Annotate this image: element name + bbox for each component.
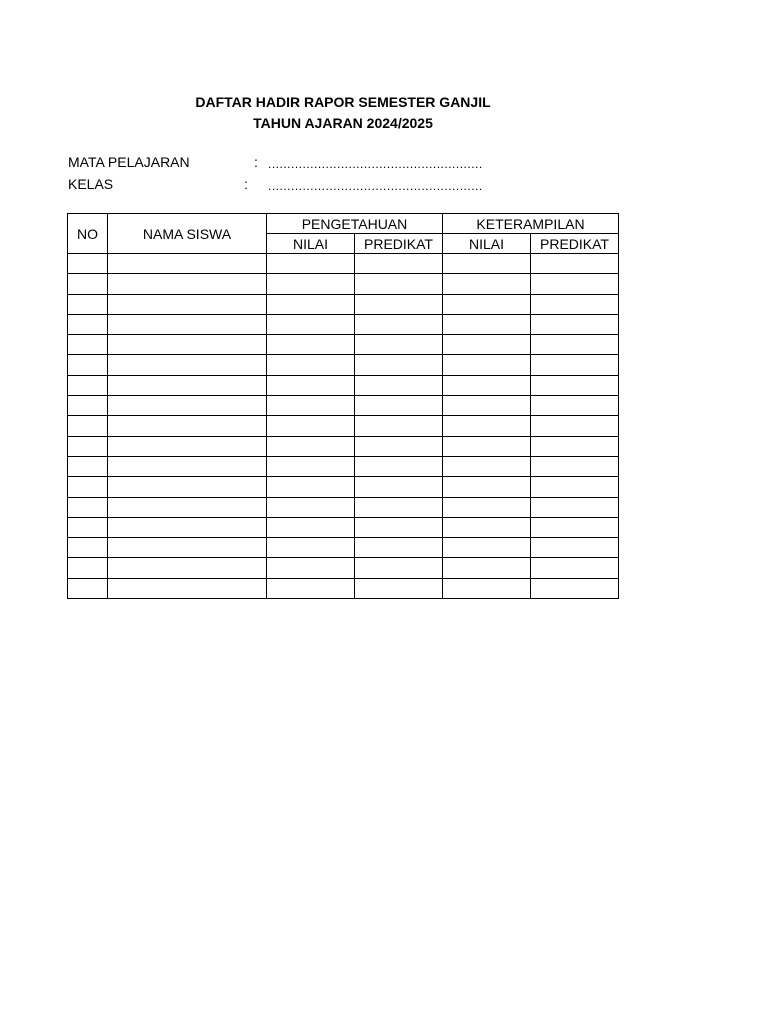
table-row [68,558,619,578]
table-row [68,274,619,294]
cell-keterampilan-predikat[interactable] [531,456,619,476]
cell-no[interactable] [68,375,108,395]
cell-keterampilan-nilai[interactable] [443,254,531,274]
table-row [68,538,619,558]
cell-no[interactable] [68,335,108,355]
cell-pengetahuan-nilai[interactable] [267,538,355,558]
mata-pelajaran-field[interactable]: ........................................................ [268,157,483,171]
document-subtitle: TAHUN AJARAN 2024/2025 [253,115,433,131]
table-row [68,375,619,395]
table-row [68,497,619,517]
cell-keterampilan-nilai[interactable] [443,517,531,537]
cell-no[interactable] [68,456,108,476]
header-pengetahuan-predikat: PREDIKAT [355,234,443,254]
cell-pengetahuan-predikat[interactable] [355,355,443,375]
cell-pengetahuan-predikat[interactable] [355,558,443,578]
cell-pengetahuan-nilai[interactable] [267,375,355,395]
cell-keterampilan-nilai[interactable] [443,477,531,497]
cell-keterampilan-predikat[interactable] [531,578,619,598]
cell-pengetahuan-predikat[interactable] [355,314,443,334]
cell-keterampilan-nilai[interactable] [443,314,531,334]
cell-pengetahuan-predikat[interactable] [355,375,443,395]
cell-pengetahuan-nilai[interactable] [267,497,355,517]
cell-pengetahuan-nilai[interactable] [267,558,355,578]
header-pengetahuan-nilai: NILAI [267,234,355,254]
cell-pengetahuan-predikat[interactable] [355,274,443,294]
cell-pengetahuan-nilai[interactable] [267,294,355,314]
cell-pengetahuan-nilai[interactable] [267,396,355,416]
cell-pengetahuan-predikat[interactable] [355,477,443,497]
cell-no[interactable] [68,477,108,497]
cell-no[interactable] [68,396,108,416]
cell-no[interactable] [68,578,108,598]
cell-no[interactable] [68,497,108,517]
cell-pengetahuan-nilai[interactable] [267,335,355,355]
cell-keterampilan-predikat[interactable] [531,294,619,314]
table-row [68,456,619,476]
cell-no[interactable] [68,254,108,274]
cell-nama-siswa[interactable] [108,456,267,476]
cell-keterampilan-predikat[interactable] [531,558,619,578]
cell-pengetahuan-predikat[interactable] [355,416,443,436]
cell-no[interactable] [68,274,108,294]
table-row [68,436,619,456]
table-row [68,578,619,598]
mata-pelajaran-label: MATA PELAJARAN [68,154,190,170]
cell-pengetahuan-predikat[interactable] [355,396,443,416]
cell-keterampilan-predikat[interactable] [531,375,619,395]
kelas-label: KELAS [68,176,114,192]
cell-pengetahuan-nilai[interactable] [267,477,355,497]
cell-keterampilan-nilai[interactable] [443,274,531,294]
attendance-table [67,213,619,599]
cell-keterampilan-predikat[interactable] [531,538,619,558]
cell-keterampilan-predikat[interactable] [531,254,619,274]
cell-pengetahuan-nilai[interactable] [267,274,355,294]
cell-keterampilan-predikat[interactable] [531,436,619,456]
cell-nama-siswa[interactable] [108,396,267,416]
cell-keterampilan-predikat[interactable] [531,314,619,334]
cell-no[interactable] [68,538,108,558]
cell-pengetahuan-nilai[interactable] [267,517,355,537]
cell-no[interactable] [68,558,108,578]
cell-keterampilan-predikat[interactable] [531,517,619,537]
cell-nama-siswa[interactable] [108,375,267,395]
cell-no[interactable] [68,517,108,537]
header-keterampilan: KETERAMPILAN [443,214,619,234]
cell-pengetahuan-predikat[interactable] [355,436,443,456]
cell-pengetahuan-nilai[interactable] [267,456,355,476]
cell-pengetahuan-predikat[interactable] [355,294,443,314]
cell-pengetahuan-predikat[interactable] [355,456,443,476]
cell-keterampilan-nilai[interactable] [443,558,531,578]
cell-keterampilan-predikat[interactable] [531,477,619,497]
cell-keterampilan-nilai[interactable] [443,436,531,456]
cell-keterampilan-nilai[interactable] [443,456,531,476]
cell-nama-siswa[interactable] [108,355,267,375]
cell-keterampilan-predikat[interactable] [531,355,619,375]
cell-nama-siswa[interactable] [108,294,267,314]
table-row [68,517,619,537]
cell-nama-siswa[interactable] [108,314,267,334]
table-row [68,314,619,334]
kelas-colon: : [244,176,248,192]
cell-pengetahuan-predikat[interactable] [355,538,443,558]
table-row [68,355,619,375]
table-body [68,254,619,599]
cell-keterampilan-nilai[interactable] [443,375,531,395]
table-row [68,416,619,436]
cell-keterampilan-predikat[interactable] [531,497,619,517]
cell-nama-siswa[interactable] [108,538,267,558]
header-keterampilan-predikat: PREDIKAT [531,234,619,254]
cell-nama-siswa[interactable] [108,477,267,497]
cell-pengetahuan-nilai[interactable] [267,254,355,274]
cell-nama-siswa[interactable] [108,274,267,294]
cell-keterampilan-nilai[interactable] [443,355,531,375]
cell-pengetahuan-predikat[interactable] [355,335,443,355]
cell-nama-siswa[interactable] [108,497,267,517]
cell-pengetahuan-predikat[interactable] [355,254,443,274]
cell-nama-siswa[interactable] [108,335,267,355]
cell-nama-siswa[interactable] [108,558,267,578]
kelas-field[interactable]: ........................................................ [268,179,483,193]
mata-pelajaran-colon: : [254,154,258,170]
cell-no[interactable] [68,436,108,456]
cell-nama-siswa[interactable] [108,416,267,436]
cell-nama-siswa[interactable] [108,254,267,274]
document-title: DAFTAR HADIR RAPOR SEMESTER GANJIL [195,94,491,110]
header-no: NO [68,214,108,254]
cell-no[interactable] [68,294,108,314]
cell-nama-siswa[interactable] [108,578,267,598]
cell-keterampilan-nilai[interactable] [443,396,531,416]
cell-pengetahuan-nilai[interactable] [267,416,355,436]
table-row [68,254,619,274]
cell-pengetahuan-predikat[interactable] [355,578,443,598]
cell-no[interactable] [68,355,108,375]
cell-pengetahuan-predikat[interactable] [355,497,443,517]
cell-keterampilan-nilai[interactable] [443,497,531,517]
cell-keterampilan-predikat[interactable] [531,416,619,436]
header-nama-siswa: NAMA SISWA [108,214,267,254]
cell-keterampilan-nilai[interactable] [443,335,531,355]
table-row [68,396,619,416]
table-row [68,294,619,314]
cell-keterampilan-predikat[interactable] [531,335,619,355]
header-pengetahuan: PENGETAHUAN [267,214,443,234]
cell-pengetahuan-predikat[interactable] [355,517,443,537]
cell-pengetahuan-nilai[interactable] [267,355,355,375]
cell-keterampilan-nilai[interactable] [443,578,531,598]
header-keterampilan-nilai: NILAI [443,234,531,254]
cell-pengetahuan-nilai[interactable] [267,314,355,334]
cell-keterampilan-nilai[interactable] [443,416,531,436]
cell-pengetahuan-nilai[interactable] [267,436,355,456]
cell-no[interactable] [68,416,108,436]
cell-nama-siswa[interactable] [108,517,267,537]
table-row [68,477,619,497]
cell-pengetahuan-nilai[interactable] [267,578,355,598]
cell-keterampilan-nilai[interactable] [443,294,531,314]
table-row [68,335,619,355]
cell-keterampilan-nilai[interactable] [443,538,531,558]
cell-keterampilan-predikat[interactable] [531,396,619,416]
cell-nama-siswa[interactable] [108,436,267,456]
cell-no[interactable] [68,314,108,334]
cell-keterampilan-predikat[interactable] [531,274,619,294]
